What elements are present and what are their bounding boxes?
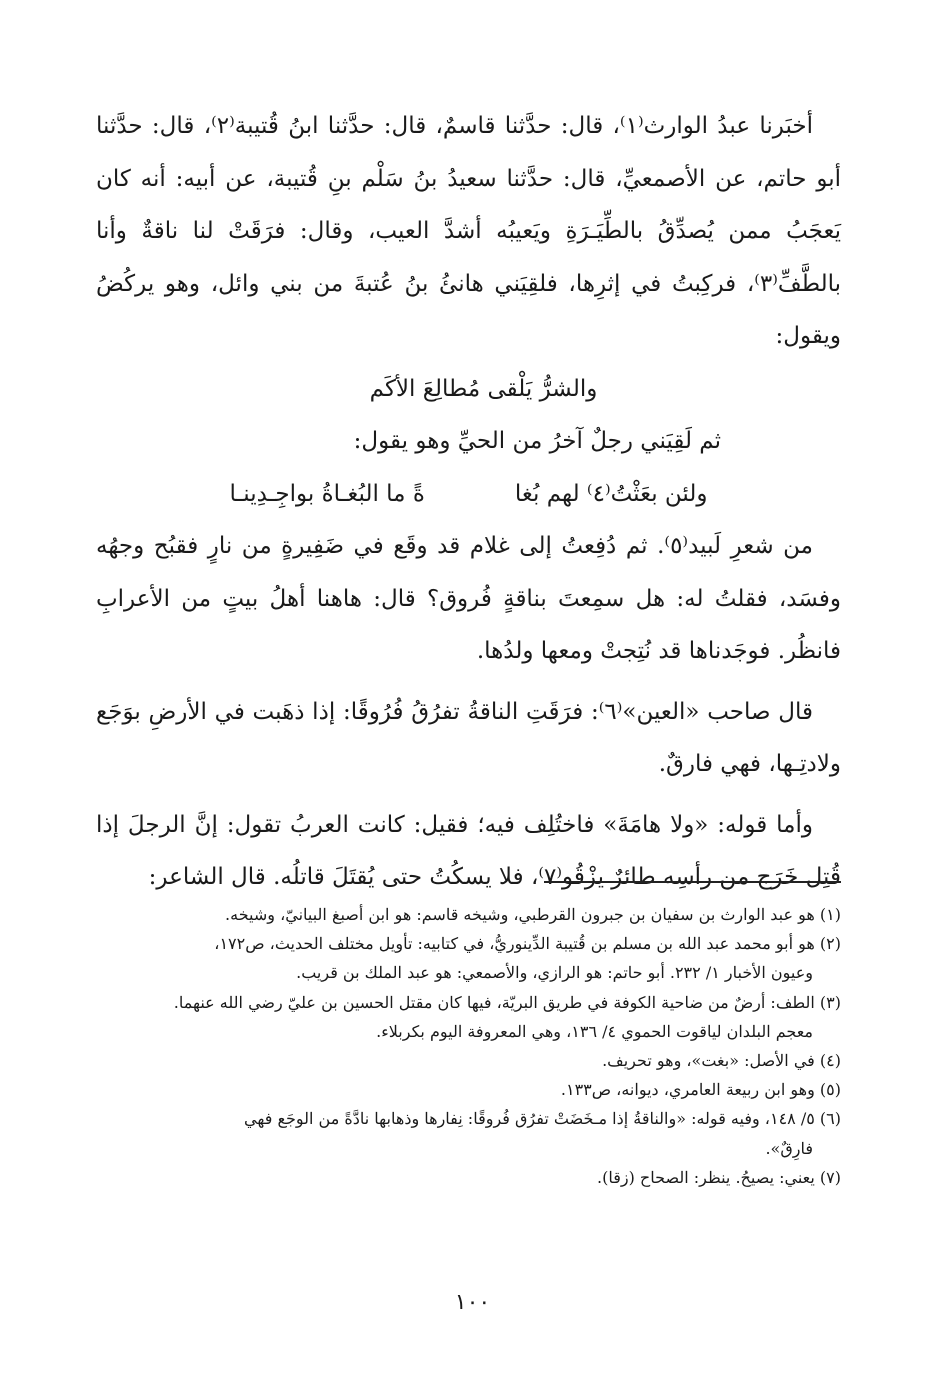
footnote-6: (٦) ٥/ ١٤٨، وفيه قوله: «والناقةُ إذا مـخَضَتْ تفرُق فُروقًا: نِفارها وذهابها نادَّةً من الوجَع فهي xyxy=(244,1109,841,1129)
verse-hemistich-right: ولئن بعَثْتُ⁽٤⁾ لهم بُغا xyxy=(514,480,708,507)
footnote-6-continuation: فارِقٌ». xyxy=(765,1138,813,1158)
footnote-2: (٢) هو أبو محمد عبد الله بن مسلم بن قُتيبة الدِّينوريُّ، في كتابيه: تأويل مختلف الحديث، ص١٧٢، xyxy=(214,934,841,954)
page-number: ١٠٠ xyxy=(454,1290,491,1315)
footnote-5: (٥) وهو ابن ربيعة العامري، ديوانه، ص١٣٣. xyxy=(560,1080,841,1100)
footnote-4: (٤) في الأصل: «بغت»، وهو تحريف. xyxy=(602,1051,841,1071)
footnote-3-continuation: معجم البلدان لياقوت الحموي ٤/ ١٣٦، وهي المعروفة اليوم بكربلاء. xyxy=(376,1021,813,1041)
verse-line-1: والشرُّ يَلْقى مُطالِعَ الأكَم xyxy=(369,375,598,402)
footnote-1: (١) هو عبد الوارث بن سفيان بن جبرون القرطبي، وشيخه قاسم: هو ابن أصبغ البيانيّ، وشيخه. xyxy=(225,905,841,924)
paragraph-2: من شعرِ لَبيد⁽٥⁾. ثم دُفِعتُ إلى غلام قد وقَع في ضَفِيرةٍ من نارٍ فقبُح وجهُه وفسَد، فقلتُ له: هل سمِعتَ بناقةٍ فُروق؟ قال: هاهنا أهلُ بيتٍ من الأعرابِ فانظُر. فوجَدناها قد نُتِجتْ ومعها ولدُها. xyxy=(96,533,841,664)
footnote-2-continuation: وعيون الأخبار ١/ ٢٣٢. أبو حاتم: هو الرازي، والأصمعي: هو عبد الملك بن قريب. xyxy=(296,963,813,983)
paragraph-3: قال صاحب «العين»⁽٦⁾: فرَقَتِ الناقةُ تفرُقُ فُرُوقًا: إذا ذهَبت في الأرضِ بوَجَع ولادتِـها، فهي فارقٌ. xyxy=(96,698,841,777)
footnote-3: (٣) الطف: أرضٌ من ضاحية الكوفة في طريق البريّة، فيها كان مقتل الحسين بن عليّ رضي الله عنهما. xyxy=(173,992,841,1012)
narrative-line: ثم لَقِيَني رجلٌ آخرُ من الحيِّ وهو يقول: xyxy=(353,428,721,454)
main-text xyxy=(96,100,841,904)
footnote-7: (٧) يعني: يصيحُ. ينظر: الصحاح (زقا). xyxy=(597,1167,841,1187)
verse-line-2 xyxy=(96,468,841,521)
verse-hemistich-left: ةً ما البُغـاةُ بواجِـدِينـا xyxy=(229,480,425,507)
footnotes xyxy=(100,900,841,1192)
paragraph-4: وأما قوله: «ولا هامَةَ» فاختُلِف فيه؛ فقيل: كانت العربُ تقول: إنَّ الرجلَ إذا قُتِل خَرَج من رأسِه طائرٌ يزْقُو⁽٧⁾، فلا يسكُتُ حتى يُقتَلَ قاتلُه. قال الشاعر: xyxy=(96,811,841,890)
footnote-divider xyxy=(544,881,841,883)
paragraph-1: أخبَرنا عبدُ الوارث⁽١⁾، قال: حدَّثنا قاسمٌ، قال: حدَّثنا ابنُ قُتيبة⁽٢⁾، قال: حدَّثنا أبو حاتم، عن الأصمعيِّ، قال: حدَّثنا سعيدُ بنُ سَلْم بنِ قُتيبة، عن أبيه: أنه كان يَعجَبُ ممن يُصدِّقُ بالطِّيَـرَةِ ويَعيبُه أشدَّ العيب، وقال: فرَقَتْ لنا ناقةٌ وأنا بالطَّفِّ⁽٣⁾، فركِبتُ في إثرِها، فلقِيَني هانئُ بنُ عُتبةَ من بني وائل، وهو يركُضُ ويقول: xyxy=(96,113,841,349)
